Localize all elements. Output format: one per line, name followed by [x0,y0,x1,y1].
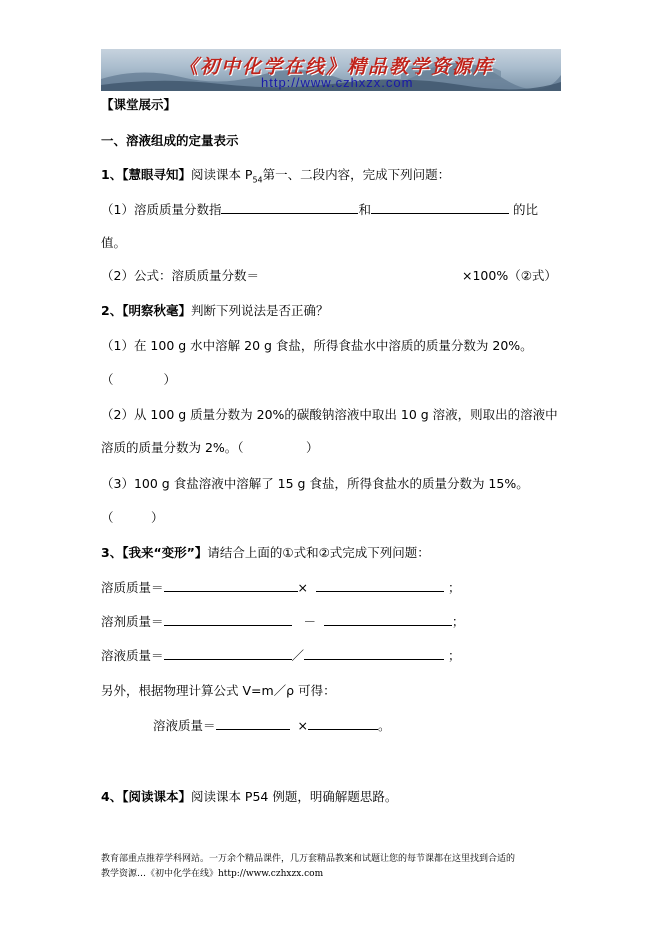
q2-prefix: 2、【明察秋毫】 [101,303,191,318]
q1-item2 [101,266,259,284]
footer-line-2[interactable]: 教学资源…《初中化学在线》http://www.czhxzx.com [101,869,324,879]
blank-field[interactable] [371,201,509,214]
row-label: 溶液质量＝ [101,648,164,663]
row-label: 溶液质量＝ [153,718,216,733]
q2-text: 判断下列说法是否正确？ [190,303,329,318]
q3-row-solvent [101,612,464,630]
q3-line [101,543,430,561]
blank-field[interactable] [304,647,444,660]
row-end: ； [448,648,461,663]
part-title: 一、溶液组成的定量表示 [101,133,239,148]
q3-row-solution [101,646,461,664]
q1-page-sub: 54 [252,175,263,185]
q1-item1-and: 和 [358,202,371,217]
q1-item1-text: （1）溶质质量分数指 [101,202,222,217]
q2-statement-1: （1）在 100 g 水中溶解 20 g 食盐，所得食盐水中溶质的质量分数为 20%。 [101,338,533,353]
row-operator: × [297,718,308,733]
blank-field[interactable] [216,717,290,730]
q3-text: 请结合上面的①式和②式完成下列问题： [207,545,430,560]
row-end: ； [451,614,465,629]
q1-item1-end: 的比 [512,202,538,217]
q3-extra: 另外，根据物理计算公式 V=m／ρ 可得： [101,683,336,698]
blank-field[interactable] [164,579,298,592]
blank-field[interactable] [324,613,452,626]
q2-statement-2b: 溶质的质量分数为 2%。（ ） [101,440,319,455]
q2-answer-3[interactable]: （ ） [101,510,164,525]
q2-statement-3: （3）100 g 食盐溶液中溶解了 15 g 食盐，所得食盐水的质量分数为 15%。 [101,476,529,491]
q3-row-solute [101,578,460,596]
footer-line-1: 教育部重点推荐学科网站。一万余个精品课件，几万套精品教案和试题让您的每节课都在这里找到合适的 [101,854,516,864]
row-operator: ／ [291,648,305,663]
q1-line [101,165,450,185]
q1-text-b: 第一、二段内容，完成下列问题： [262,167,451,182]
row-operator: × [297,580,308,595]
row-end: ； [447,580,461,595]
blank-field[interactable] [164,647,292,660]
q3-prefix: 3、【我来“变形”】 [101,545,208,560]
page-footer [101,852,571,882]
q1-text-a: 阅读课本 P [190,167,253,182]
q3-row-density [153,716,390,734]
q1-item1-cont: 值。 [101,235,127,250]
row-end: 。 [377,718,391,733]
row-label: 溶剂质量＝ [101,614,164,629]
q4-line [101,787,397,805]
q2-answer-1[interactable]: （ ） [101,372,177,387]
header-banner [101,49,561,91]
q4-text: 阅读课本 P54 例题，明确解题思路。 [190,789,398,804]
q2-line [101,301,328,319]
banner-title: 《初中化学在线》精品教学资源库 [179,56,495,78]
q2-statement-2a: （2）从 100 g 质量分数为 20%的碳酸钠溶液中取出 10 g 溶液，则取出的溶液中 [101,407,558,422]
q1-prefix: 1、【慧眼寻知】 [101,167,191,182]
blank-field[interactable] [308,717,378,730]
blank-field[interactable] [316,579,444,592]
q1-item2-text: （2）公式：溶质质量分数＝ [101,268,259,283]
q1-item1 [101,200,538,218]
banner-url[interactable]: http://www.czhxzx.com [261,75,414,90]
blank-field[interactable] [221,201,358,214]
q4-prefix: 4、【阅读课本】 [101,789,191,804]
row-operator: － [303,614,316,629]
row-label: 溶质质量＝ [101,580,164,595]
blank-field[interactable] [164,613,292,626]
section-heading: 【课堂展示】 [101,97,177,112]
q1-item2-formula: ×100%（②式） [462,268,557,283]
